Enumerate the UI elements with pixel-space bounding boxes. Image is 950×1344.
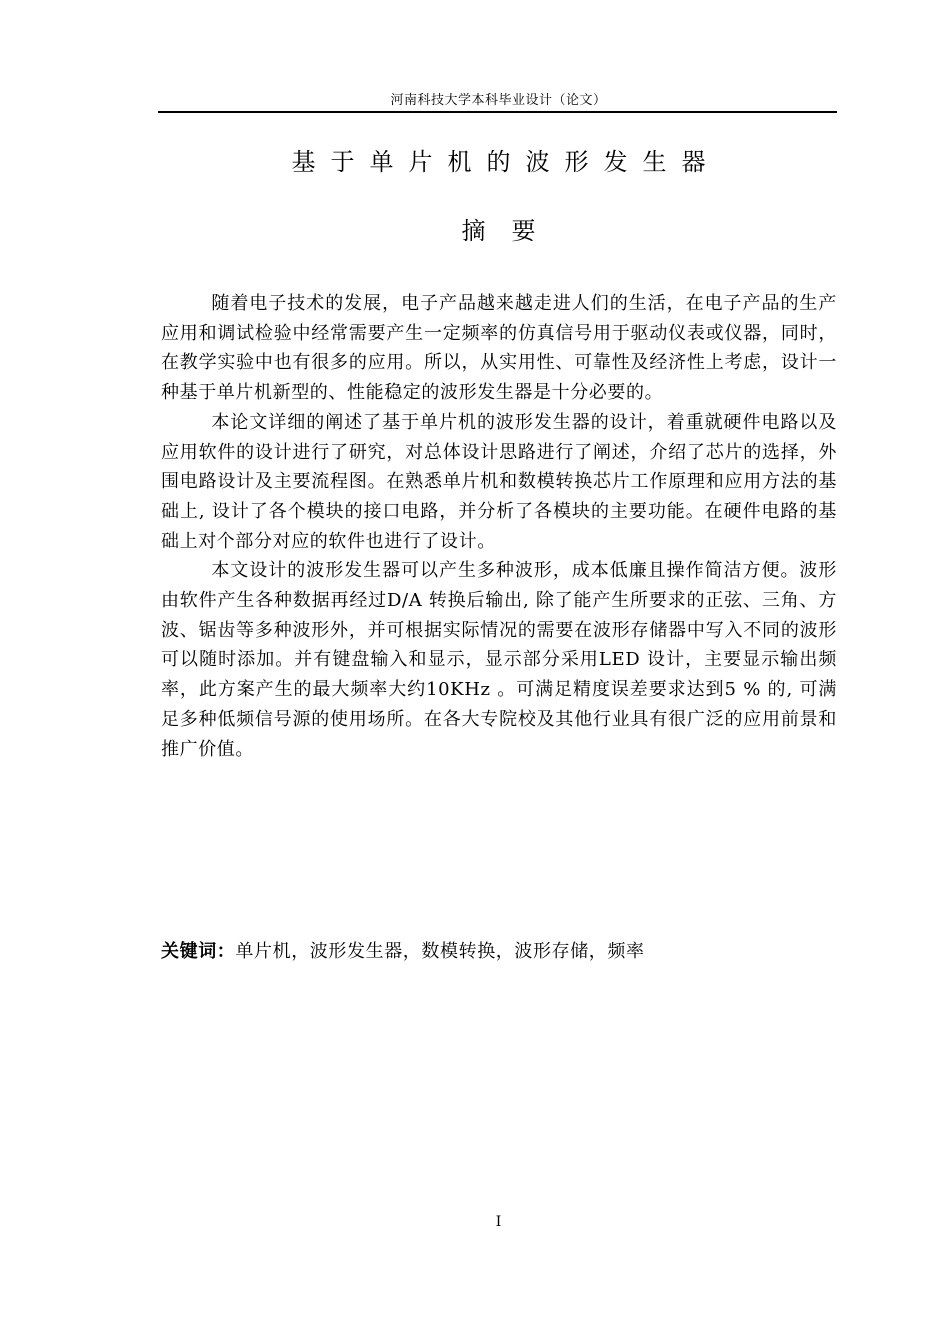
abstract-paragraph-3: 本文设计的波形发生器可以产生多种波形，成本低廉且操作简洁方便。波形由软件产生各种数据再经过D/A 转换后输出, 除了能产生所要求的正弦、三角、方波、锯齿等多种波形外，并可根据实际情况的需要在波形存储器中写入不同的波形可以随时添加。并有键盘输入和显示，显示部分采用LED 设计，主要显示输出频率，此方案产生的最大频率大约10KHz 。可满足精度误差要求达到5 % 的, 可满足多种低频信号源的使用场所。在各大专院校及其他行业具有很广泛的应用前景和推广价值。 [161,560,837,760]
keywords-list: 单片机，波形发生器，数模转换，波形存储，频率 [235,941,645,962]
abstract-heading: 摘要 [461,217,562,245]
document-title: 基于单片机的波形发生器 [291,148,721,176]
page-number: I [495,1214,502,1230]
abstract-paragraph-1: 随着电子技术的发展，电子产品越来越走进人们的生活，在电子产品的生产应用和调试检验中经常需要产生一定频率的仿真信号用于驱动仪表或仪器，同时，在教学实验中也有很多的应用。所以，从实用性、可靠性及经济性上考虑，设计一种基于单片机新型的、性能稳定的波形发生器是十分必要的。 [161,293,837,404]
abstract-paragraph-2: 本论文详细的阐述了基于单片机的波形发生器的设计，着重就硬件电路以及应用软件的设计进行了研究，对总体设计思路进行了阐述，介绍了芯片的选择，外围电路设计及主要流程图。在熟悉单片机和数模转换芯片工作原理和应用方法的基础上, 设计了各个模块的接口电路，并分析了各模块的主要功能。在硬件电路的基础上对个部分对应的软件也进行了设计。 [161,411,837,552]
abstract-body [161,289,837,764]
header-rule [158,111,837,113]
keywords-line [161,937,837,966]
keywords-label: 关键词： [161,941,236,962]
running-header: 河南科技大学本科毕业设计（论文） [390,93,607,108]
